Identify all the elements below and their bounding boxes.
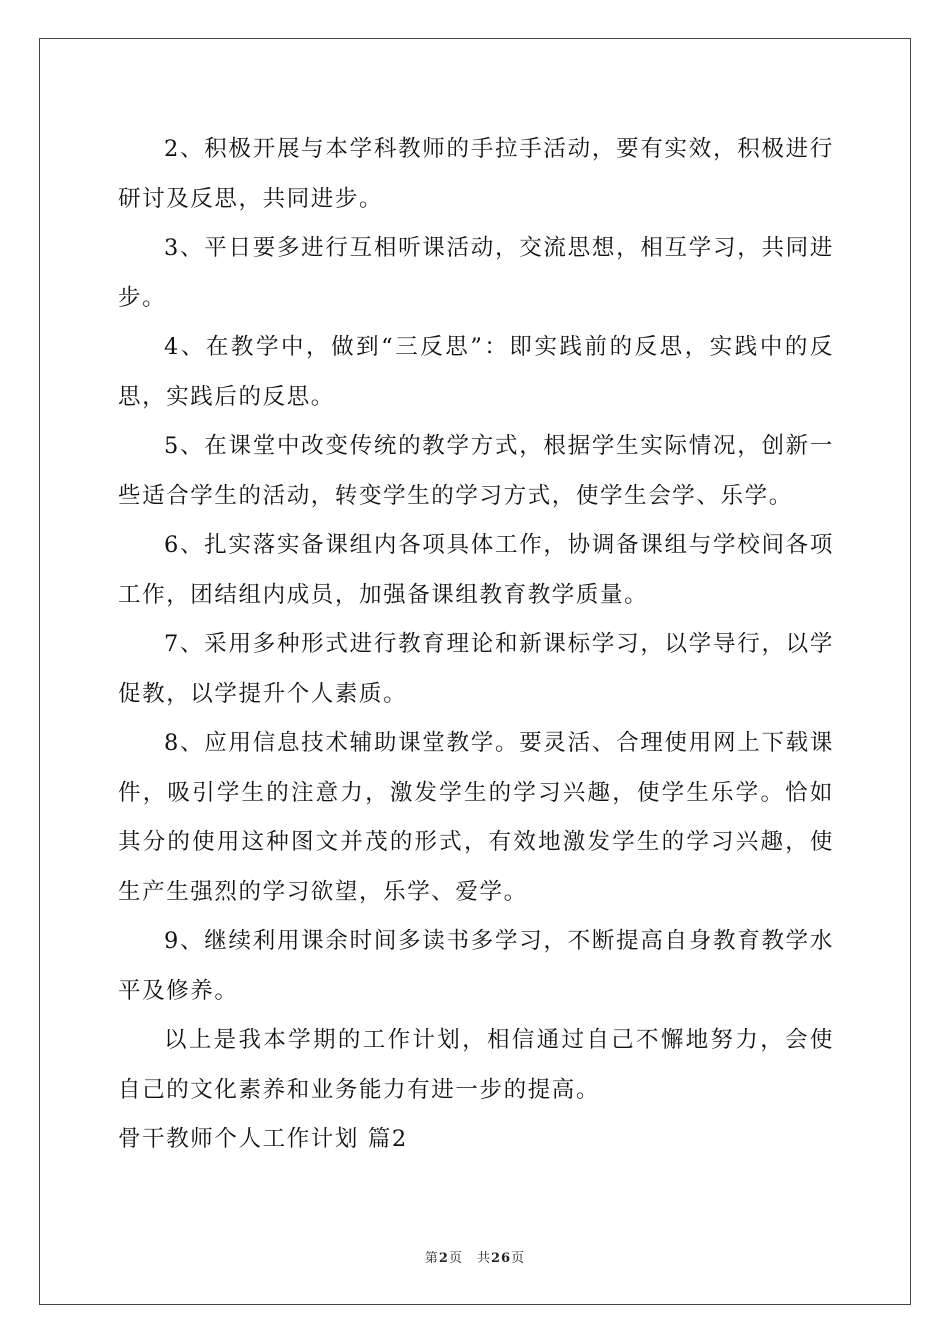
total-prefix: 共 [476, 1251, 491, 1266]
document-body [118, 125, 834, 1165]
paragraph-item-5: 5、在课堂中改变传统的教学方式，根据学生实际情况，创新一些适合学生的活动，转变学生的学习方式，使学生会学、乐学。 [118, 433, 834, 509]
paragraph-item-7: 7、采用多种形式进行教育理论和新课标学习，以学导行，以学促教，以学提升个人素质。 [118, 631, 834, 707]
paragraph-item-2: 2、积极开展与本学科教师的手拉手活动，要有实效，积极进行研讨及反思，共同进步。 [118, 136, 834, 212]
section-heading: 骨干教师个人工作计划 篇2 [118, 1126, 408, 1152]
page-suffix: 页 [448, 1251, 463, 1266]
page-footer [0, 1247, 950, 1266]
paragraph-item-4: 4、在教学中，做到“三反思”：即实践前的反思，实践中的反思，实践后的反思。 [118, 334, 834, 410]
page-prefix: 第 [424, 1251, 439, 1266]
paragraph-item-3: 3、平日要多进行互相听课活动，交流思想，相互学习，共同进步。 [118, 235, 834, 311]
total-suffix: 页 [511, 1251, 526, 1266]
total-pages: 26 [490, 1251, 512, 1266]
page-number: 2 [438, 1251, 449, 1266]
paragraph-conclusion: 以上是我本学期的工作计划，相信通过自己不懈地努力，会使自己的文化素养和业务能力有进一步的提高。 [118, 1027, 834, 1103]
paragraph-item-9: 9、继续利用课余时间多读书多学习，不断提高自身教育教学水平及修养。 [118, 928, 834, 1004]
paragraph-item-6: 6、扎实落实备课组内各项具体工作，协调备课组与学校间各项工作，团结组内成员，加强备课组教育教学质量。 [118, 532, 834, 608]
paragraph-item-8: 8、应用信息技术辅助课堂教学。要灵活、合理使用网上下载课件，吸引学生的注意力，激发学生的学习兴趣，使学生乐学。恰如其分的使用这种图文并茂的形式，有效地激发学生的学习兴趣，使生产生强烈的学习欲望，乐学、爱学。 [118, 730, 834, 905]
